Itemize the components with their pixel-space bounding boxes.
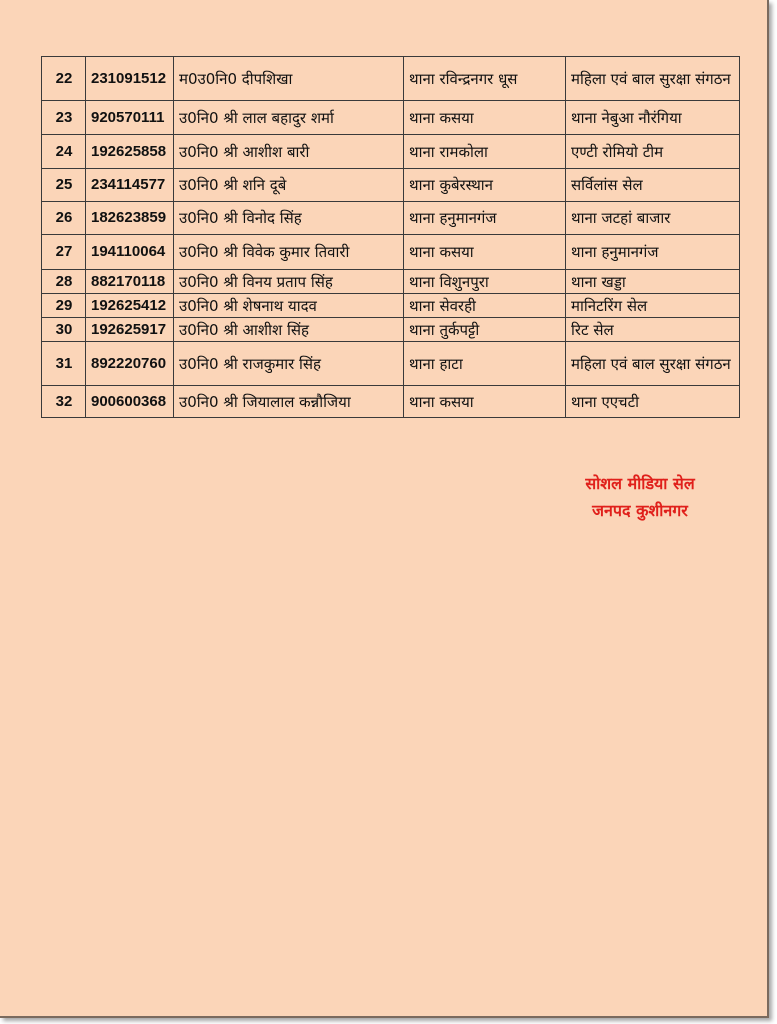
serial-number-cell: 22 bbox=[42, 57, 86, 101]
serial-number-cell: 28 bbox=[42, 270, 86, 294]
from-posting-cell: थाना हाटा bbox=[404, 342, 566, 386]
to-posting-cell: महिला एवं बाल सुरक्षा संगठन bbox=[566, 342, 740, 386]
from-posting-cell: थाना रामकोला bbox=[404, 135, 566, 169]
serial-number-cell: 30 bbox=[42, 318, 86, 342]
table-row bbox=[42, 135, 740, 169]
employee-number-cell: 920570111 bbox=[86, 101, 174, 135]
officer-name-cell: उ0नि0 श्री लाल बहादुर शर्मा bbox=[174, 101, 404, 135]
employee-number-cell: 192625858 bbox=[86, 135, 174, 169]
signature-line-2: जनपद कुशीनगर bbox=[592, 501, 688, 520]
signature-line-1: सोशल मीडिया सेल bbox=[585, 474, 695, 493]
signature-block bbox=[560, 470, 720, 524]
officer-name-cell: उ0नि0 श्री शेषनाथ यादव bbox=[174, 294, 404, 318]
employee-number-cell: 234114577 bbox=[86, 169, 174, 202]
serial-number-cell: 23 bbox=[42, 101, 86, 135]
table-row bbox=[42, 386, 740, 418]
officer-name-cell: उ0नि0 श्री जियालाल कन्नौजिया bbox=[174, 386, 404, 418]
to-posting-cell: थाना एएचटी bbox=[566, 386, 740, 418]
employee-number-cell: 192625917 bbox=[86, 318, 174, 342]
employee-number-cell: 194110064 bbox=[86, 235, 174, 270]
officer-name-cell: उ0नि0 श्री आशीश बारी bbox=[174, 135, 404, 169]
table-row bbox=[42, 235, 740, 270]
to-posting-cell: एण्टी रोमियो टीम bbox=[566, 135, 740, 169]
from-posting-cell: थाना सेवरही bbox=[404, 294, 566, 318]
to-posting-cell: थाना खड्डा bbox=[566, 270, 740, 294]
to-posting-cell: महिला एवं बाल सुरक्षा संगठन bbox=[566, 57, 740, 101]
table-row bbox=[42, 318, 740, 342]
officer-name-cell: उ0नि0 श्री विनोद सिंह bbox=[174, 202, 404, 235]
officer-name-cell: उ0नि0 श्री आशीश सिंह bbox=[174, 318, 404, 342]
from-posting-cell: थाना रविन्द्रनगर धूस bbox=[404, 57, 566, 101]
officer-name-cell: उ0नि0 श्री शनि दूबे bbox=[174, 169, 404, 202]
table-row bbox=[42, 202, 740, 235]
serial-number-cell: 27 bbox=[42, 235, 86, 270]
from-posting-cell: थाना विशुनपुरा bbox=[404, 270, 566, 294]
from-posting-cell: थाना कसया bbox=[404, 386, 566, 418]
from-posting-cell: थाना कुबेरस्थान bbox=[404, 169, 566, 202]
to-posting-cell: थाना जटहां बाजार bbox=[566, 202, 740, 235]
from-posting-cell: थाना तुर्कपट्टी bbox=[404, 318, 566, 342]
officer-name-cell: उ0नि0 श्री विनय प्रताप सिंह bbox=[174, 270, 404, 294]
serial-number-cell: 31 bbox=[42, 342, 86, 386]
employee-number-cell: 192625412 bbox=[86, 294, 174, 318]
table-row bbox=[42, 57, 740, 101]
to-posting-cell: सर्विलांस सेल bbox=[566, 169, 740, 202]
table-row bbox=[42, 270, 740, 294]
from-posting-cell: थाना कसया bbox=[404, 101, 566, 135]
serial-number-cell: 32 bbox=[42, 386, 86, 418]
officer-name-cell: उ0नि0 श्री राजकुमार सिंह bbox=[174, 342, 404, 386]
employee-number-cell: 231091512 bbox=[86, 57, 174, 101]
serial-number-cell: 25 bbox=[42, 169, 86, 202]
to-posting-cell: थाना हनुमानगंज bbox=[566, 235, 740, 270]
from-posting-cell: थाना हनुमानगंज bbox=[404, 202, 566, 235]
officer-name-cell: उ0नि0 श्री विवेक कुमार तिवारी bbox=[174, 235, 404, 270]
serial-number-cell: 26 bbox=[42, 202, 86, 235]
transfer-table bbox=[41, 56, 740, 418]
serial-number-cell: 29 bbox=[42, 294, 86, 318]
transfer-table-body bbox=[42, 57, 740, 418]
to-posting-cell: थाना नेबुआ नौरंगिया bbox=[566, 101, 740, 135]
table-row bbox=[42, 294, 740, 318]
employee-number-cell: 892220760 bbox=[86, 342, 174, 386]
to-posting-cell: रिट सेल bbox=[566, 318, 740, 342]
from-posting-cell: थाना कसया bbox=[404, 235, 566, 270]
officer-name-cell: म0उ0नि0 दीपशिखा bbox=[174, 57, 404, 101]
table-row bbox=[42, 169, 740, 202]
serial-number-cell: 24 bbox=[42, 135, 86, 169]
employee-number-cell: 182623859 bbox=[86, 202, 174, 235]
table-row bbox=[42, 342, 740, 386]
table-row bbox=[42, 101, 740, 135]
employee-number-cell: 882170118 bbox=[86, 270, 174, 294]
to-posting-cell: मानिटरिंग सेल bbox=[566, 294, 740, 318]
employee-number-cell: 900600368 bbox=[86, 386, 174, 418]
